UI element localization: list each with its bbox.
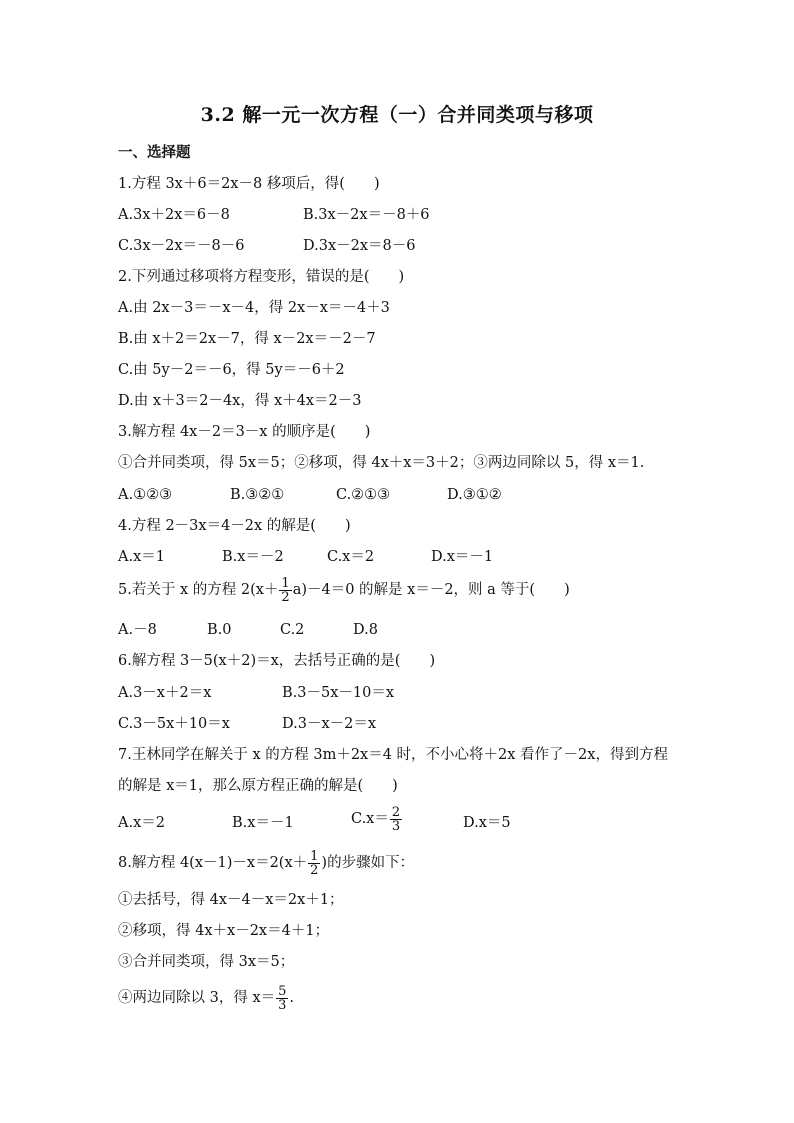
question-5-option-d: D.8	[353, 622, 378, 638]
question-5-stem-pre: 5.若关于 x 的方程 2(x＋	[118, 582, 279, 598]
question-4-stem: 4.方程 2－3x＝4－2x 的解是( )	[118, 518, 351, 534]
page-title: 3.2 解一元一次方程（一）合并同类项与移项	[200, 104, 594, 126]
question-8-step-4-post: .	[289, 990, 295, 1006]
question-8-step-3: ③合并同类项，得 3x＝5；	[118, 954, 295, 970]
question-3-steps: ①合并同类项，得 5x＝5；②移项，得 4x＋x＝3＋2；③两边同除以 5，得 x＝1.	[118, 455, 645, 471]
question-3-option-c: C.②①③	[336, 487, 391, 503]
question-7-stem-line-2: 的解是 x＝1，那么原方程正确的解是( )	[118, 778, 398, 794]
question-8-step-1: ①去括号，得 4x－4－x＝2x＋1；	[118, 892, 344, 908]
fraction-numerator: 1	[310, 848, 319, 864]
question-4-option-b: B.x＝－2	[222, 549, 284, 565]
fraction-two-thirds	[390, 806, 402, 833]
question-4-option-d: D.x＝－1	[431, 549, 494, 565]
question-7-stem-line-1: 7.王林同学在解关于 x 的方程 3m＋2x＝4 时，不小心将＋2x 看作了－2x，得到方程	[118, 747, 668, 763]
question-8-stem-pre: 8.解方程 4(x－1)－x＝2(x＋	[118, 855, 308, 871]
question-2-option-c: C.由 5y－2＝－6，得 5y＝－6＋2	[118, 362, 345, 378]
question-1-option-c: C.3x－2x＝－8－6	[118, 238, 245, 254]
question-6-option-d: D.3－x－2＝x	[282, 716, 377, 732]
question-8-stem	[118, 849, 414, 877]
fraction-one-half	[308, 850, 320, 877]
question-5-stem-post: a)－4＝0 的解是 x＝－2，则 a 等于( )	[292, 582, 570, 598]
question-8-stem-post: )的步骤如下：	[321, 855, 415, 871]
question-7-option-c	[351, 805, 403, 833]
question-7-option-b: B.x＝－1	[232, 815, 294, 831]
question-3-option-a: A.①②③	[118, 487, 173, 503]
question-1-option-d: D.3x－2x＝8－6	[303, 238, 416, 254]
fraction-numerator: 2	[391, 804, 401, 820]
question-6-stem: 6.解方程 3－5(x＋2)＝x，去括号正确的是( )	[118, 653, 436, 669]
question-5-option-b: B.0	[207, 622, 232, 638]
question-2-option-b: B.由 x＋2＝2x－7，得 x－2x＝－2－7	[118, 331, 376, 347]
fraction-one-half	[279, 577, 291, 604]
question-1-option-a: A.3x＋2x＝6－8	[118, 207, 230, 223]
question-8-step-4	[118, 984, 294, 1012]
fraction-denominator: 2	[281, 589, 290, 605]
question-7-option-c-pre: C.x＝	[351, 811, 389, 827]
question-5-option-a: A.－8	[118, 622, 157, 638]
question-5-option-c: C.2	[280, 622, 305, 638]
fraction-five-thirds	[276, 985, 288, 1012]
question-8-step-4-pre: ④两边同除以 3，得 x＝	[118, 990, 276, 1006]
question-4-option-c: C.x＝2	[327, 549, 375, 565]
question-2-stem: 2.下列通过移项将方程变形，错误的是( )	[118, 269, 405, 285]
fraction-denominator: 3	[278, 997, 287, 1013]
question-4-option-a: A.x＝1	[118, 549, 165, 565]
question-6-option-a: A.3－x＋2＝x	[118, 685, 212, 701]
question-7-option-d: D.x＝5	[463, 815, 511, 831]
fraction-denominator: 2	[310, 862, 319, 878]
fraction-denominator: 3	[391, 818, 401, 834]
question-6-option-c: C.3－5x＋10＝x	[118, 716, 230, 732]
question-2-option-a: A.由 2x－3＝－x－4，得 2x－x＝－4＋3	[118, 300, 390, 316]
question-3-stem: 3.解方程 4x－2＝3－x 的顺序是( )	[118, 424, 371, 440]
question-5-stem	[118, 576, 570, 604]
section-heading: 一、选择题	[118, 144, 191, 161]
question-8-step-2: ②移项，得 4x＋x－2x＝4＋1；	[118, 923, 330, 939]
fraction-numerator: 5	[278, 983, 287, 999]
question-1-option-b: B.3x－2x＝－8＋6	[303, 207, 430, 223]
question-6-option-b: B.3－5x－10＝x	[282, 685, 395, 701]
question-7-option-a: A.x＝2	[118, 815, 165, 831]
fraction-numerator: 1	[281, 575, 290, 591]
question-3-option-b: B.③②①	[230, 487, 285, 503]
question-2-option-d: D.由 x＋3＝2－4x，得 x＋4x＝2－3	[118, 393, 362, 409]
question-3-option-d: D.③①②	[447, 487, 502, 503]
question-1-stem: 1.方程 3x＋6＝2x－8 移项后，得( )	[118, 176, 380, 192]
